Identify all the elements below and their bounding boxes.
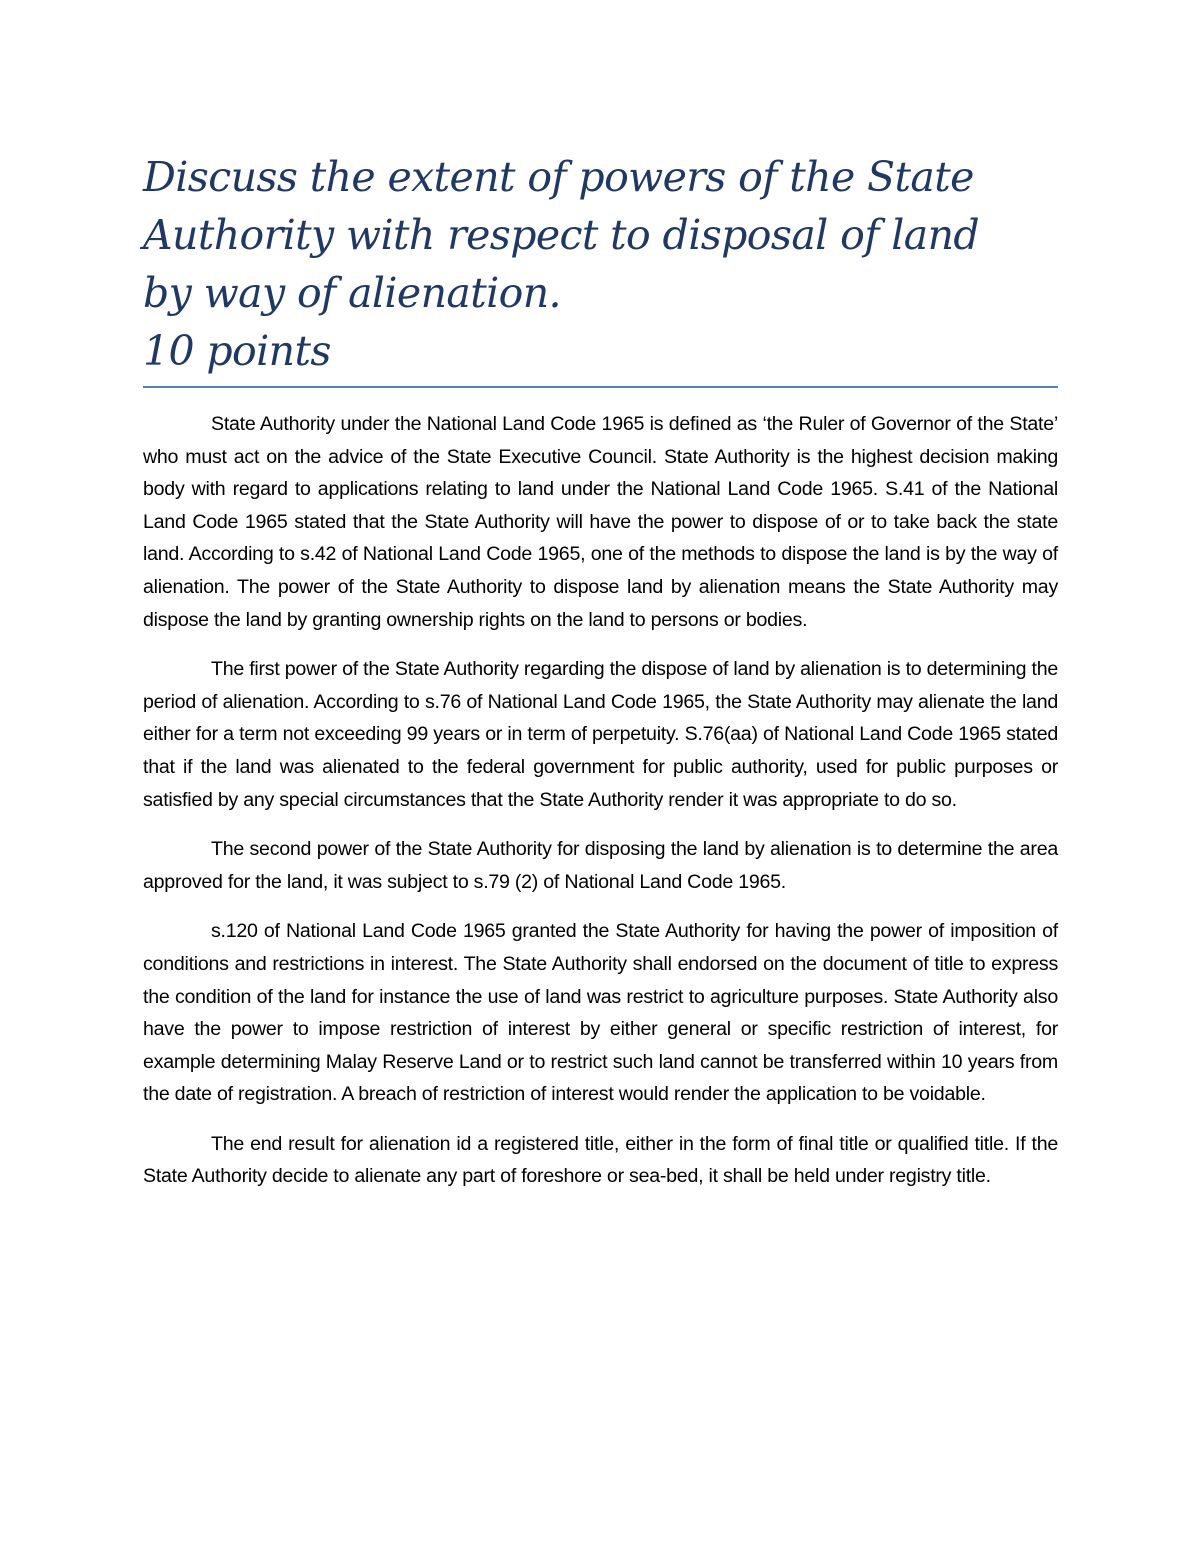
paragraph-period-of-alienation: The first power of the State Authority regarding the dispose of land by alienation is to determining the period of alienation. According to s.76 of National Land Code 1965, the State Authority may alienate the land either for a term not exceeding 99 years or in term of perpetuity. S.76(aa) of National Land Code 1965 stated that if the land was alienated to the federal government for public authority, used for public purposes or satisfied by any special circumstances that the State Authority render it was appropriate to do so. [143, 658, 1058, 811]
title-points-line: 10 points [143, 327, 331, 375]
paragraph-area-approved: The second power of the State Authority for disposing the land by alienation is to determine the area approved for the land, it was subject to s.79 (2) of National Land Code 1965. [143, 838, 1058, 893]
paragraph-end-result: The end result for alienation id a registered title, either in the form of final title or qualified title. If the State Authority decide to alienate any part of foreshore or sea-bed, it shall be held under registry title. [143, 1132, 1058, 1188]
paragraph-conditions-restrictions: s.120 of National Land Code 1965 granted the State Authority for having the power of imposition of conditions and restrictions in interest. The State Authority shall endorsed on the document of title to express the condition of the land for instance the use of land was restrict to agriculture purposes. State Authority also have the power to impose restriction of interest by either general or specific restriction of interest, for example determining Malay Reserve Land or to restrict such land cannot be transferred within 10 years from the date of registration. A breach of restriction of interest would render the application to be voidable. [143, 920, 1058, 1106]
title-line-2: Authority with respect to disposal of land [143, 211, 980, 259]
document-body [143, 408, 1058, 1193]
title-line-3: by way of alienation. [143, 269, 561, 317]
document-content [143, 148, 1058, 1210]
document-title [143, 148, 1058, 388]
paragraph-state-authority-definition: State Authority under the National Land Code 1965 is defined as ‘the Ruler of Governor of the State’ who must act on the advice of the State Executive Council. State Authority is the highest decision making body with regard to applications relating to land under the National Land Code 1965. S.41 of the National Land Code 1965 stated that the State Authority will have the power to dispose of or to take back the state land. According to s.42 of National Land Code 1965, one of the methods to dispose the land is by the way of alienation. The power of the State Authority to dispose land by alienation means the State Authority may dispose the land by granting ownership rights on the land to persons or bodies. [143, 413, 1058, 631]
title-line-1: Discuss the extent of powers of the State [143, 153, 974, 201]
